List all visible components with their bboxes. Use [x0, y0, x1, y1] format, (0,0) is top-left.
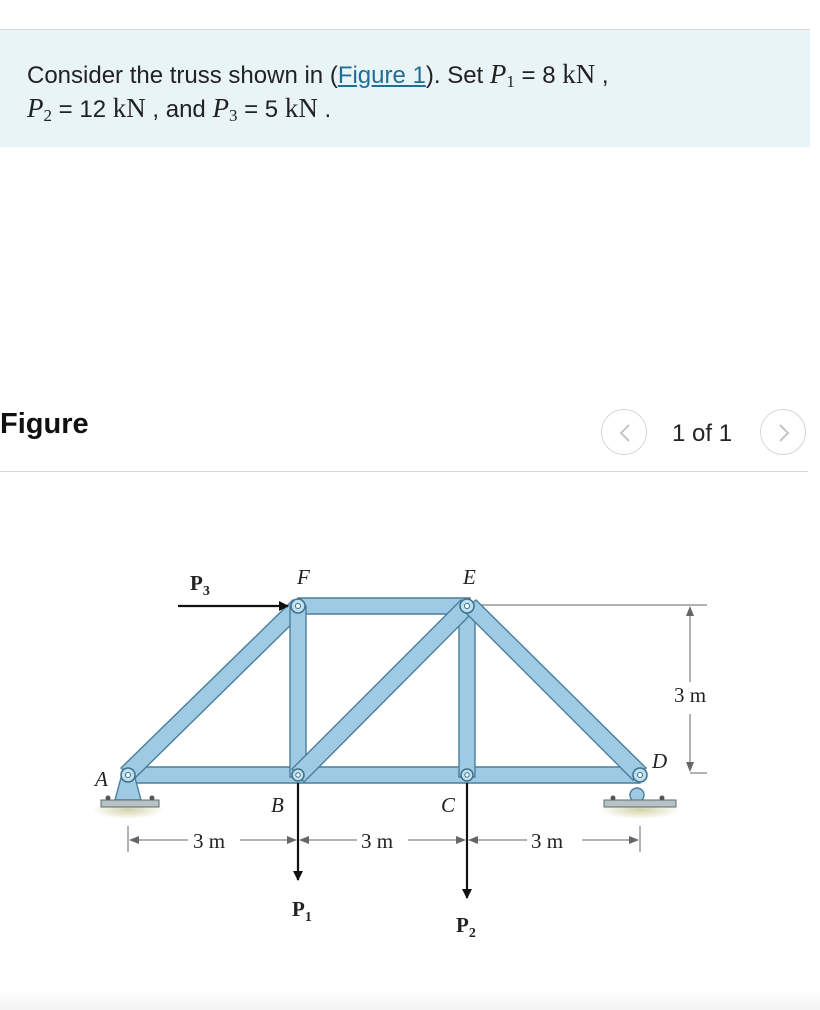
truss-diagram [0, 472, 820, 990]
p3-value: = 5 [237, 96, 285, 123]
figure-heading: Figure [0, 408, 89, 440]
problem-text-mid: ). Set [425, 62, 490, 89]
member-bottom-chord [128, 767, 640, 783]
load-label-p2: $P_2$ [456, 913, 476, 941]
dim-label-span-3: 3 m [531, 829, 564, 853]
joint-label-d: D [652, 749, 668, 773]
joint-label-a: A [95, 767, 108, 791]
member-fe [298, 598, 470, 614]
truss-members [121, 598, 646, 783]
dim-label-height: 3 m [674, 683, 707, 707]
p2-expression: $P_2$ [27, 93, 52, 125]
p1-value: = 8 [514, 62, 563, 89]
member-be [292, 600, 473, 782]
problem-text-prefix: Consider the truss shown in ( [27, 62, 338, 89]
p3-unit: kN [284, 93, 318, 123]
member-fb [290, 606, 306, 777]
height-arrow-bottom [686, 762, 694, 772]
figure-page-indicator: 1 of 1 [672, 420, 733, 447]
joint-label-b: B [271, 793, 284, 817]
p2-value: = 12 [52, 96, 113, 123]
p3-expression: $P_3$ [212, 93, 238, 125]
chevron-right-icon [761, 410, 807, 456]
next-figure-button[interactable] [760, 409, 806, 455]
problem-text-and: , and [145, 96, 213, 123]
load-label-p3: $P_3$ [190, 571, 210, 599]
previous-figure-button[interactable] [601, 409, 647, 455]
figure-1-link[interactable]: Figure 1 [337, 62, 426, 89]
p1-unit: kN [562, 59, 596, 89]
load-label-p1: $P_1$ [292, 897, 312, 925]
joint-label-c: C [441, 793, 456, 817]
member-af [121, 600, 305, 780]
dim-label-span-1: 3 m [193, 829, 226, 853]
roller-support-d [604, 788, 676, 807]
height-arrow-top [686, 606, 694, 616]
member-ec [459, 606, 475, 777]
chevron-left-icon [602, 410, 648, 456]
comma: , [595, 62, 609, 89]
dim-label-span-2: 3 m [361, 829, 394, 853]
p1-expression: $P_1$ [489, 59, 515, 91]
bottom-fade [0, 990, 820, 1010]
period: . [317, 96, 332, 123]
joint-label-f: F [297, 565, 310, 589]
joint-label-e: E [463, 565, 476, 589]
p2-unit: kN [112, 93, 146, 123]
problem-statement [27, 58, 787, 126]
member-ed [464, 600, 646, 780]
